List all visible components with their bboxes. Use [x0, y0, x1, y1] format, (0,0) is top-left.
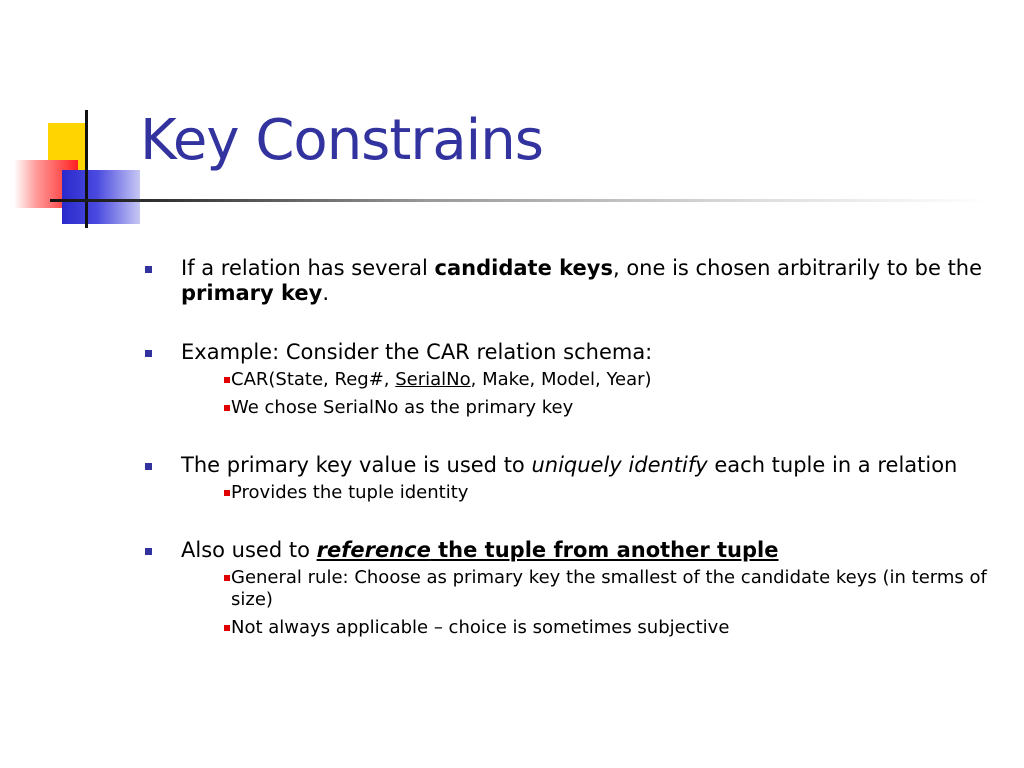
square-sub-bullet-icon	[224, 625, 230, 631]
sub-bullet-general-rule	[181, 567, 990, 611]
bullet-reference	[140, 538, 990, 639]
bullet-text-part: Also used to	[181, 538, 317, 562]
bullet-text-part: each tuple in a relation	[707, 453, 958, 477]
underlined-serialno: SerialNo	[395, 369, 471, 390]
bullet-text-part: .	[322, 281, 330, 305]
bullet-example	[140, 340, 990, 419]
square-sub-bullet-icon	[224, 575, 230, 581]
sub-bullet-text: General rule: Choose as primary key the smallest of the candidate keys (in terms of size)	[231, 567, 987, 610]
sub-bullet-text: We chose SerialNo as the primary key	[231, 397, 574, 418]
slide-body	[140, 256, 990, 673]
blue-square-decoration	[62, 170, 140, 224]
italic-uniquely-identify: uniquely identify	[531, 453, 708, 477]
bold-underlined-phrase: the tuple from another tuple	[430, 538, 779, 562]
sub-bullet-list	[181, 369, 990, 419]
square-sub-bullet-icon	[224, 377, 230, 383]
bold-term-candidate-keys: candidate keys	[434, 256, 613, 280]
bullet-text-part: , one is chosen arbitrarily to be the	[612, 256, 983, 280]
sub-bullet-chose-serialno	[181, 397, 990, 419]
square-bullet-icon	[145, 463, 152, 470]
sub-bullet-text	[231, 369, 990, 391]
square-bullet-icon	[145, 266, 152, 273]
sub-bullet-list	[181, 482, 990, 504]
vertical-rule-decoration	[85, 110, 88, 228]
sub-bullet-list	[181, 567, 990, 639]
text-part: CAR(State, Reg#,	[231, 369, 396, 390]
slide-title: Key Constrains	[140, 108, 543, 173]
bullet-text-part: The primary key value is used to	[181, 453, 532, 477]
bold-italic-reference: reference	[316, 538, 431, 562]
sub-bullet-text: Not always applicable – choice is sometimes subjective	[231, 617, 730, 638]
square-bullet-icon	[145, 548, 152, 555]
bullet-text-part: If a relation has several	[181, 256, 435, 280]
title-underline-rule	[50, 199, 990, 202]
bullet-text: Example: Consider the CAR relation schema:	[181, 340, 653, 364]
sub-bullet-not-always-applicable	[181, 617, 990, 639]
text-part: , Make, Model, Year)	[470, 369, 652, 390]
sub-bullet-car-schema	[181, 369, 990, 391]
slide-logo-decoration	[0, 0, 150, 240]
bullet-uniquely-identify	[140, 453, 990, 504]
sub-bullet-tuple-identity	[181, 482, 990, 504]
square-sub-bullet-icon	[224, 405, 230, 411]
square-sub-bullet-icon	[224, 490, 230, 496]
sub-bullet-text: Provides the tuple identity	[231, 482, 469, 503]
bullet-candidate-keys	[140, 256, 990, 306]
square-bullet-icon	[145, 350, 152, 357]
bold-term-primary-key: primary key	[181, 281, 323, 305]
